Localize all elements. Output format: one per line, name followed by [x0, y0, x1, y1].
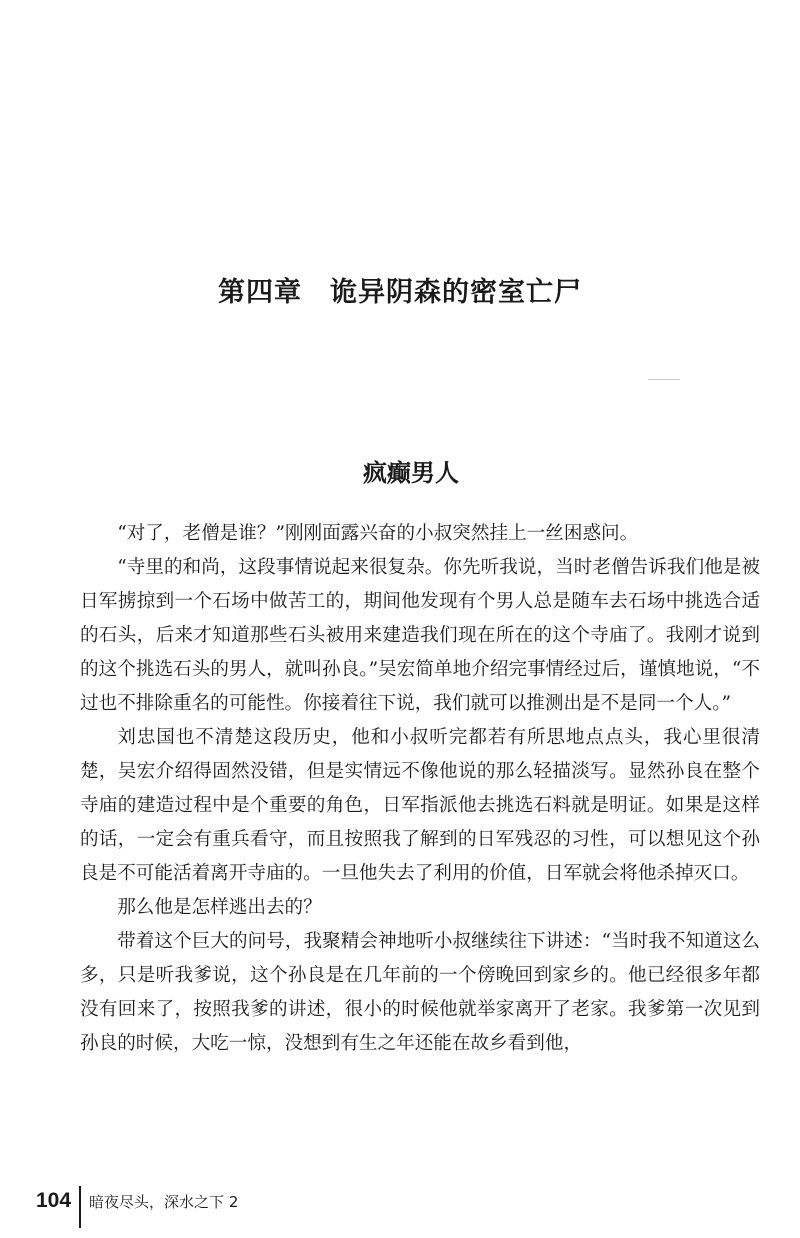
paragraph: 刘忠国也不清楚这段历史，他和小叔听完都若有所思地点点头，我心里很清楚，吴宏介绍得固然没错，但是实情远不像他说的那么轻描淡写。显然孙良在整个寺庙的建造过程中是个重要的角色，日军指派他去挑选石料就是明证。如果是这样的话，一定会有重兵看守，而且按照我了解到的日军残忍的习性，可以想见这个孙良是不可能活着离开寺庙的。一旦他失去了利用的价值，日军就会将他杀掉灭口。 — [80, 727, 760, 884]
section-title: 疯癫男人 — [363, 459, 459, 487]
scan-mark — [648, 379, 680, 380]
footer-divider — [79, 1186, 81, 1228]
chapter-title: 第四章 诡异阴森的密室亡尸 — [218, 277, 582, 308]
paragraph: “寺里的和尚，这段事情说起来很复杂。你先听我说，当时老僧告诉我们他是被日军掳掠到一个石场中做苦工的，期间他发现有个男人总是随车去石场中挑选合适的石头，后来才知道那些石头被用来建造我们现在所在的这个寺庙了。我刚才说到的这个挑选石头的男人，就叫孙良。”吴宏简单地介绍完事情经过后，谨慎地说，“不过也不排除重名的可能性。你接着往下说，我们就可以推测出是不是同一个人。” — [80, 557, 760, 714]
body-text — [80, 517, 760, 1061]
page-number: 104 — [36, 1189, 72, 1212]
book-title: 暗夜尽头，深水之下 2 — [89, 1193, 239, 1211]
page-footer — [36, 1186, 238, 1228]
paragraph: “对了，老僧是谁？”刚刚面露兴奋的小叔突然挂上一丝困惑问。 — [117, 523, 639, 544]
paragraph: 那么他是怎样逃出去的？ — [117, 897, 322, 918]
paragraph: 带着这个巨大的问号，我聚精会神地听小叔继续往下讲述：“当时我不知道这么多，只是听我爹说，这个孙良是在几年前的一个傍晚回到家乡的。他已经很多年都没有回来了，按照我爹的讲述，很小的时候他就举家离开了老家。我爹第一次见到孙良的时候，大吃一惊，没想到有生之年还能在故乡看到他， — [80, 931, 760, 1054]
